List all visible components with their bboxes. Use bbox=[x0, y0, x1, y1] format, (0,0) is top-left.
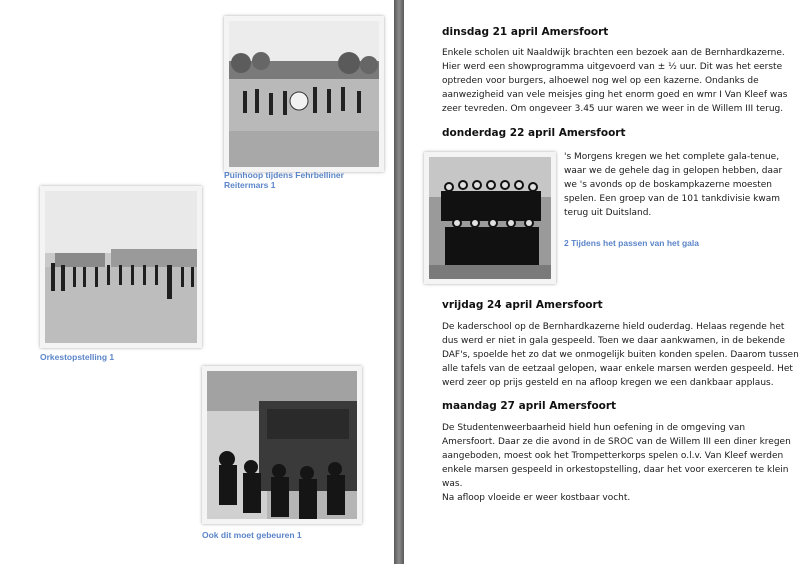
section-heading-22-april: donderdag 22 april Amersfoort bbox=[442, 127, 626, 139]
photo-orchestra-formation bbox=[40, 186, 202, 348]
text-line: zeer tevreden. Om ongeveer 3.45 uur waren we weer in de Willem III terug. bbox=[442, 104, 784, 114]
photo2-caption: Orkestopstelling 1 bbox=[40, 352, 115, 362]
section-heading-27-april: maandag 27 april Amersfoort bbox=[442, 400, 617, 412]
page-gutter bbox=[394, 0, 404, 564]
text-line: was. bbox=[442, 479, 463, 489]
photo1-caption-line1: Puinhoop tijdens Fehrbelliner bbox=[224, 170, 344, 180]
text-line: aangeboden, moest ook het Trompetterkorps spelen o.l.v. Van Kleef werden bbox=[442, 451, 784, 461]
section-text-21-april bbox=[442, 46, 787, 116]
section-heading-24-april: vrijdag 24 april Amersfoort bbox=[442, 299, 603, 311]
photo-truck-soldiers bbox=[202, 366, 362, 524]
photo-gala-group bbox=[424, 152, 556, 284]
section-text-27-april bbox=[442, 421, 791, 505]
text-line: Amersfoort. Daar ze die avond in de SROC van de Willem III een diner kregen bbox=[442, 437, 791, 447]
photo4-caption: 2 Tijdens het passen van het gala bbox=[564, 238, 699, 248]
text-line: aanwezigheid van vele meisjes ging het enorm goed en wmr I Van Kleef was bbox=[442, 90, 788, 100]
section-text-22-april bbox=[564, 150, 782, 220]
photo1-caption bbox=[224, 170, 344, 190]
photo-marching-band bbox=[224, 16, 384, 172]
truck-soldiers-image bbox=[207, 371, 357, 519]
text-line: Hier werd een showprogramma uitgevoerd van ± ½ uur. Dit was het eerste bbox=[442, 62, 783, 72]
text-line: 's Morgens kregen we het complete gala-tenue, bbox=[564, 152, 780, 162]
text-line: alle tafels van de eetzaal gelopen, waar enkele marsen werden gespeeld. Het bbox=[442, 364, 793, 374]
text-line: Na afloop vloeide er weer kostbaar vocht. bbox=[442, 493, 631, 503]
text-line: we 's avonds op de boskampkazerne moesten bbox=[564, 180, 772, 190]
section-heading-21-april: dinsdag 21 april Amersfoort bbox=[442, 26, 609, 38]
text-line: De kaderschool op de Bernhardkazerne hield ouderdag. Helaas regende het bbox=[442, 322, 785, 332]
text-line: terug uit Duitsland. bbox=[564, 208, 652, 218]
text-line: enkele marsen gespeeld in orkestopstelling, daar het voor exerceren te klein bbox=[442, 465, 789, 475]
orchestra-formation-image bbox=[45, 191, 197, 343]
photo3-caption: Ook dit moet gebeuren 1 bbox=[202, 530, 302, 540]
marching-band-image bbox=[229, 21, 379, 167]
text-line: spelen. Een groep van de 101 tankdivisie kwam bbox=[564, 194, 781, 204]
text-line: dus werd er niet in gala gespeeld. Toen we daar aankwamen, in de bekende bbox=[442, 336, 786, 346]
section-text-24-april bbox=[442, 320, 799, 390]
text-line: werd zeer op prijs gesteld en na afloop kregen we een dankbaar applaus. bbox=[442, 378, 774, 388]
text-line: Enkele scholen uit Naaldwijk brachten een bezoek aan de Bernhardkazerne. bbox=[442, 48, 785, 58]
text-line: optreden voor burgers, alhoewel nog wel op een kazerne. Ondanks de bbox=[442, 76, 759, 86]
text-line: waar we de gehele dag in gelopen hebben, daar bbox=[564, 166, 783, 176]
photo1-caption-line2: Reitermars 1 bbox=[224, 180, 276, 190]
gala-group-image bbox=[429, 157, 551, 279]
text-line: DAF's, spoelde het zo dat we onmogelijk buiten konden spelen. Daarom tussen bbox=[442, 350, 799, 360]
text-line: De Studentenweerbaarheid hield hun oefening in de omgeving van bbox=[442, 423, 746, 433]
